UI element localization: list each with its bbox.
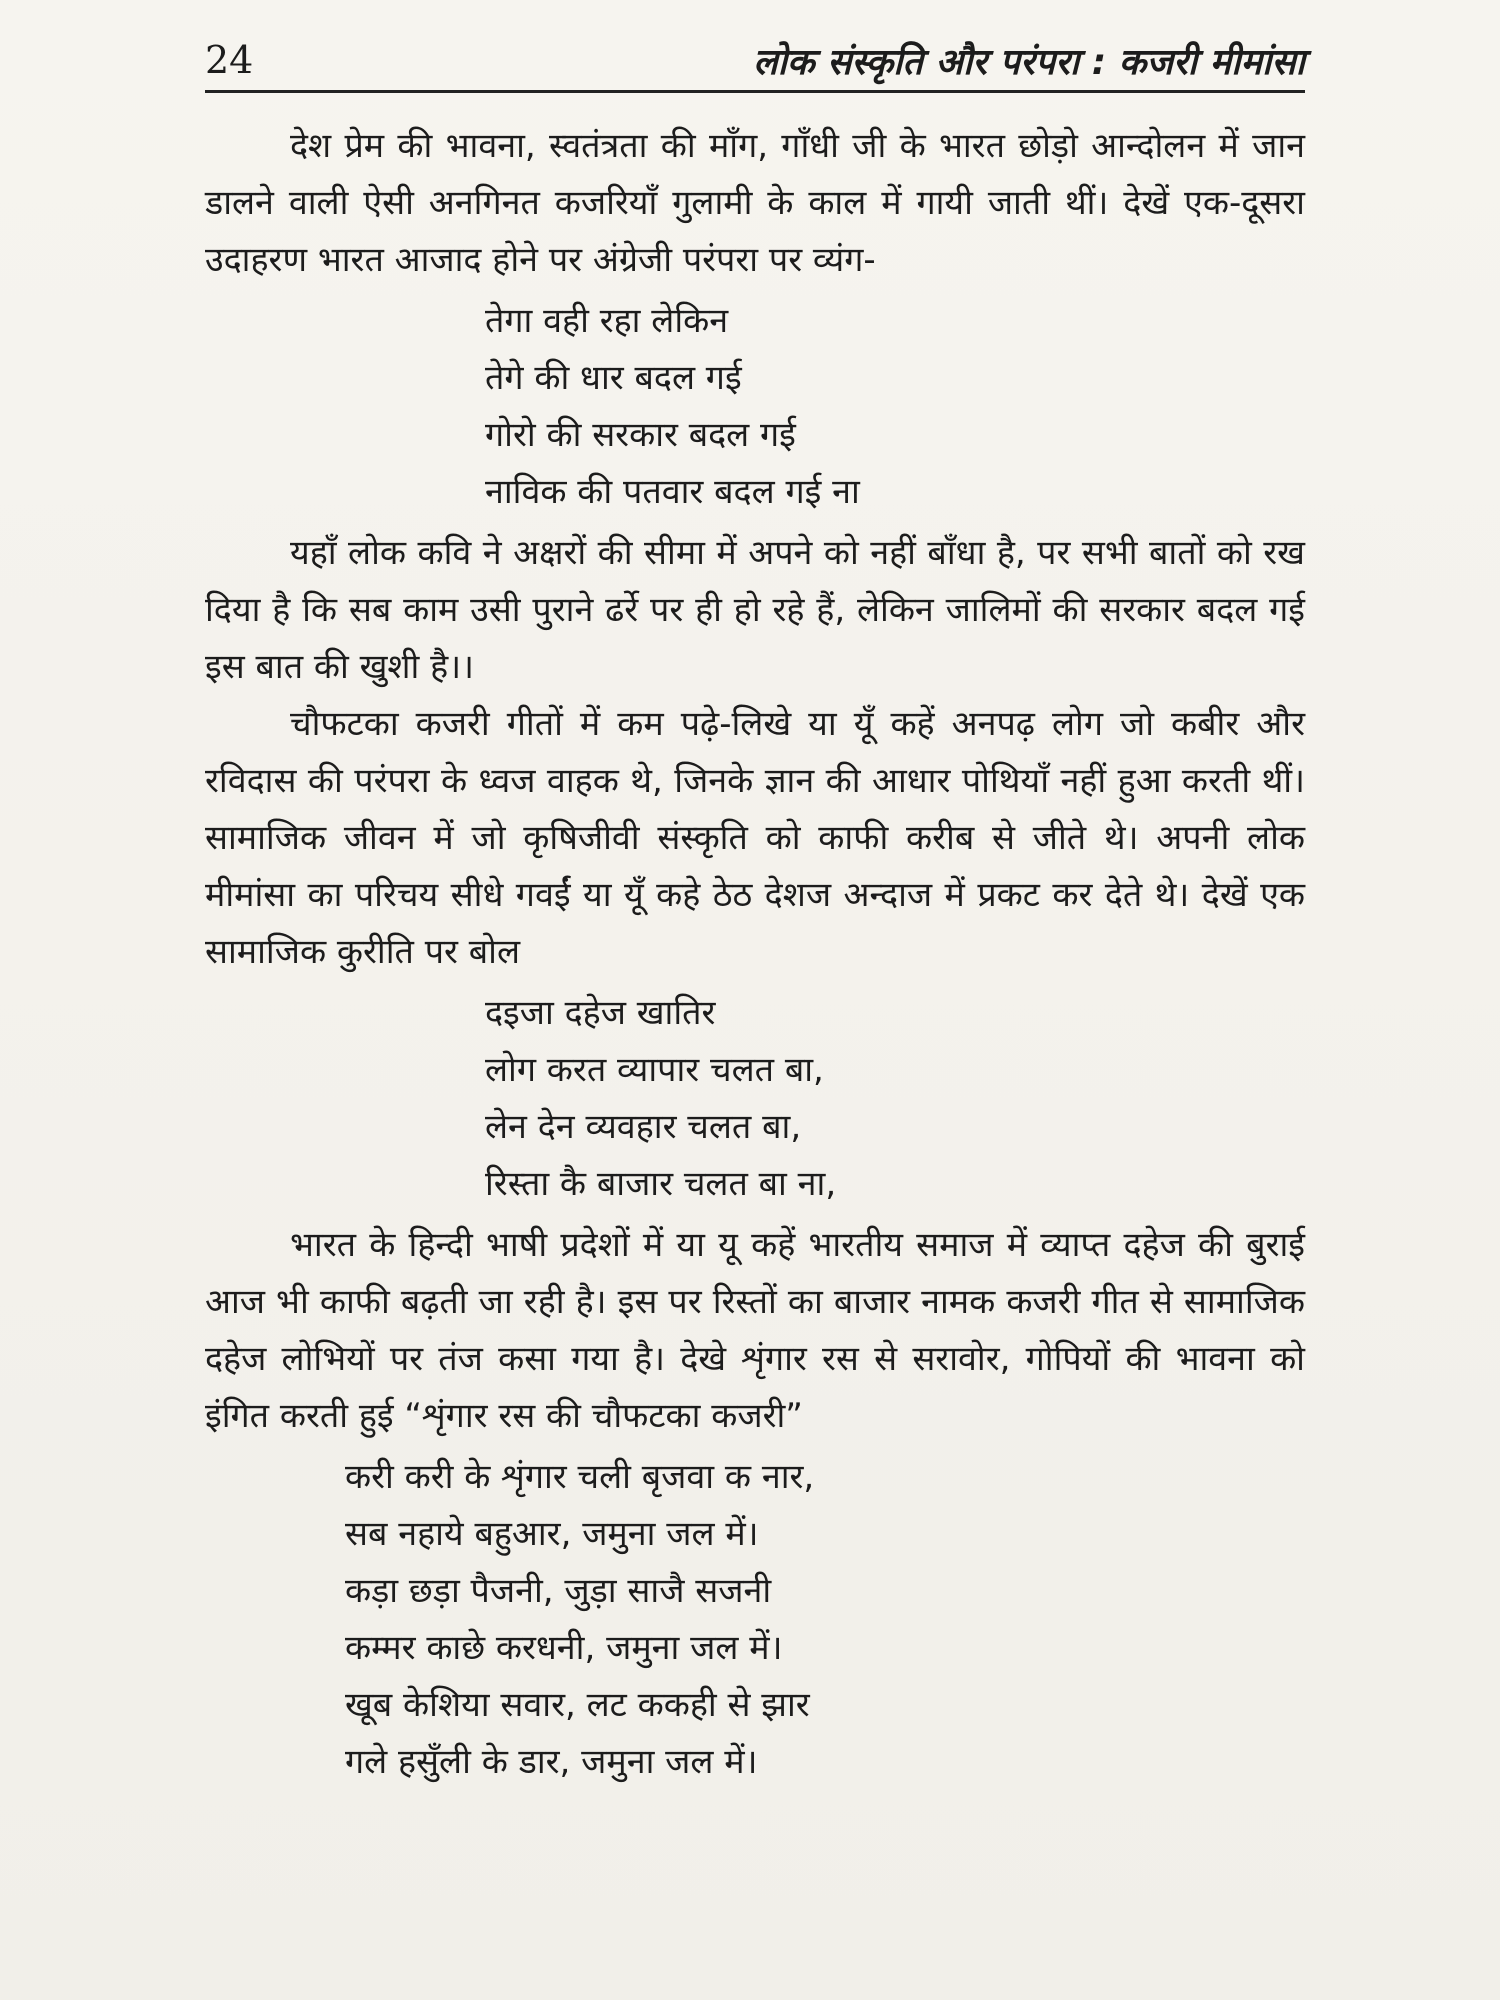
page-body	[205, 118, 1305, 1795]
verse-line: करी करी के शृंगार चली बृजवा क नार,	[345, 1457, 815, 1497]
verse-line: गोरो की सरकार बदल गई	[485, 415, 796, 455]
verse-2	[205, 985, 1305, 1213]
verse-line: तेगा वही रहा लेकिन	[485, 301, 729, 341]
verse-line: नाविक की पतवार बदल गई ना	[485, 472, 860, 512]
verse-line: रिस्ता कै बाजार चलत बा ना,	[485, 1164, 837, 1204]
verse-line: कड़ा छड़ा पैजनी, जुड़ा साजै सजनी	[345, 1571, 772, 1611]
verse-line: तेगे की धार बदल गई	[485, 358, 742, 398]
paragraph-2: यहाँ लोक कवि ने अक्षरों की सीमा में अपने को नहीं बाँधा है, पर सभी बातों को रख दिया है कि सब काम उसी पुराने ढर्रे पर ही हो रहे हैं, लेकिन जालिमों की सरकार बदल गई इस बात की खुशी है।।	[205, 533, 1305, 687]
verse-line: दइजा दहेज खातिर	[485, 993, 716, 1033]
header-rule	[205, 90, 1305, 93]
paragraph-4: भारत के हिन्दी भाषी प्रदेशों में या यू कहें भारतीय समाज में व्याप्त दहेज की बुराई आज भी काफी बढ़ती जा रही है। इस पर रिस्तों का बाजार नामक कजरी गीत से सामाजिक दहेज लोभियों पर तंज कसा गया है। देखे शृंगार रस से सरावोर, गोपियों की भावना को इंगित करती हुई “शृंगार रस की चौफटका कजरी”	[205, 1225, 1305, 1436]
running-title: लोक संस्कृति और परंपरा : कजरी मीमांसा	[753, 42, 1305, 83]
verse-1	[205, 293, 1305, 521]
verse-line: कम्मर काछे करधनी, जमुना जल में।	[345, 1628, 783, 1668]
verse-line: लोग करत व्यापार चलत बा,	[485, 1050, 824, 1090]
page-number: 24	[205, 38, 254, 82]
verse-line: लेन देन व्यवहार चलत बा,	[485, 1107, 802, 1147]
verse-line: खूब केशिया सवार, लट ककही से झार	[345, 1685, 810, 1725]
paragraph-3: चौफटका कजरी गीतों में कम पढ़े-लिखे या यूँ कहें अनपढ़ लोग जो कबीर और रविदास की परंपरा के ध्वज वाहक थे, जिनके ज्ञान की आधार पोथियाँ नहीं हुआ करती थीं। सामाजिक जीवन में जो कृषिजीवी संस्कृति को काफी करीब से जीते थे। अपनी लोक मीमांसा का परिचय सीधे गवईं या यूँ कहे ठेठ देशज अन्दाज में प्रकट कर देते थे। देखें एक सामाजिक कुरीति पर बोल	[205, 704, 1305, 972]
verse-line: गले हसुँली के डार, जमुना जल में।	[345, 1742, 758, 1782]
verse-line: सब नहाये बहुआर, जमुना जल में।	[345, 1514, 759, 1554]
paragraph-1: देश प्रेम की भावना, स्वतंत्रता की माँग, गाँधी जी के भारत छोड़ो आन्दोलन में जान डालने वाली ऐसी अनगिनत कजरियाँ गुलामी के काल में गायी जाती थीं। देखें एक-दूसरा उदाहरण भारत आजाद होने पर अंग्रेजी परंपरा पर व्यंग-	[205, 126, 1305, 280]
verse-3	[205, 1449, 1305, 1791]
